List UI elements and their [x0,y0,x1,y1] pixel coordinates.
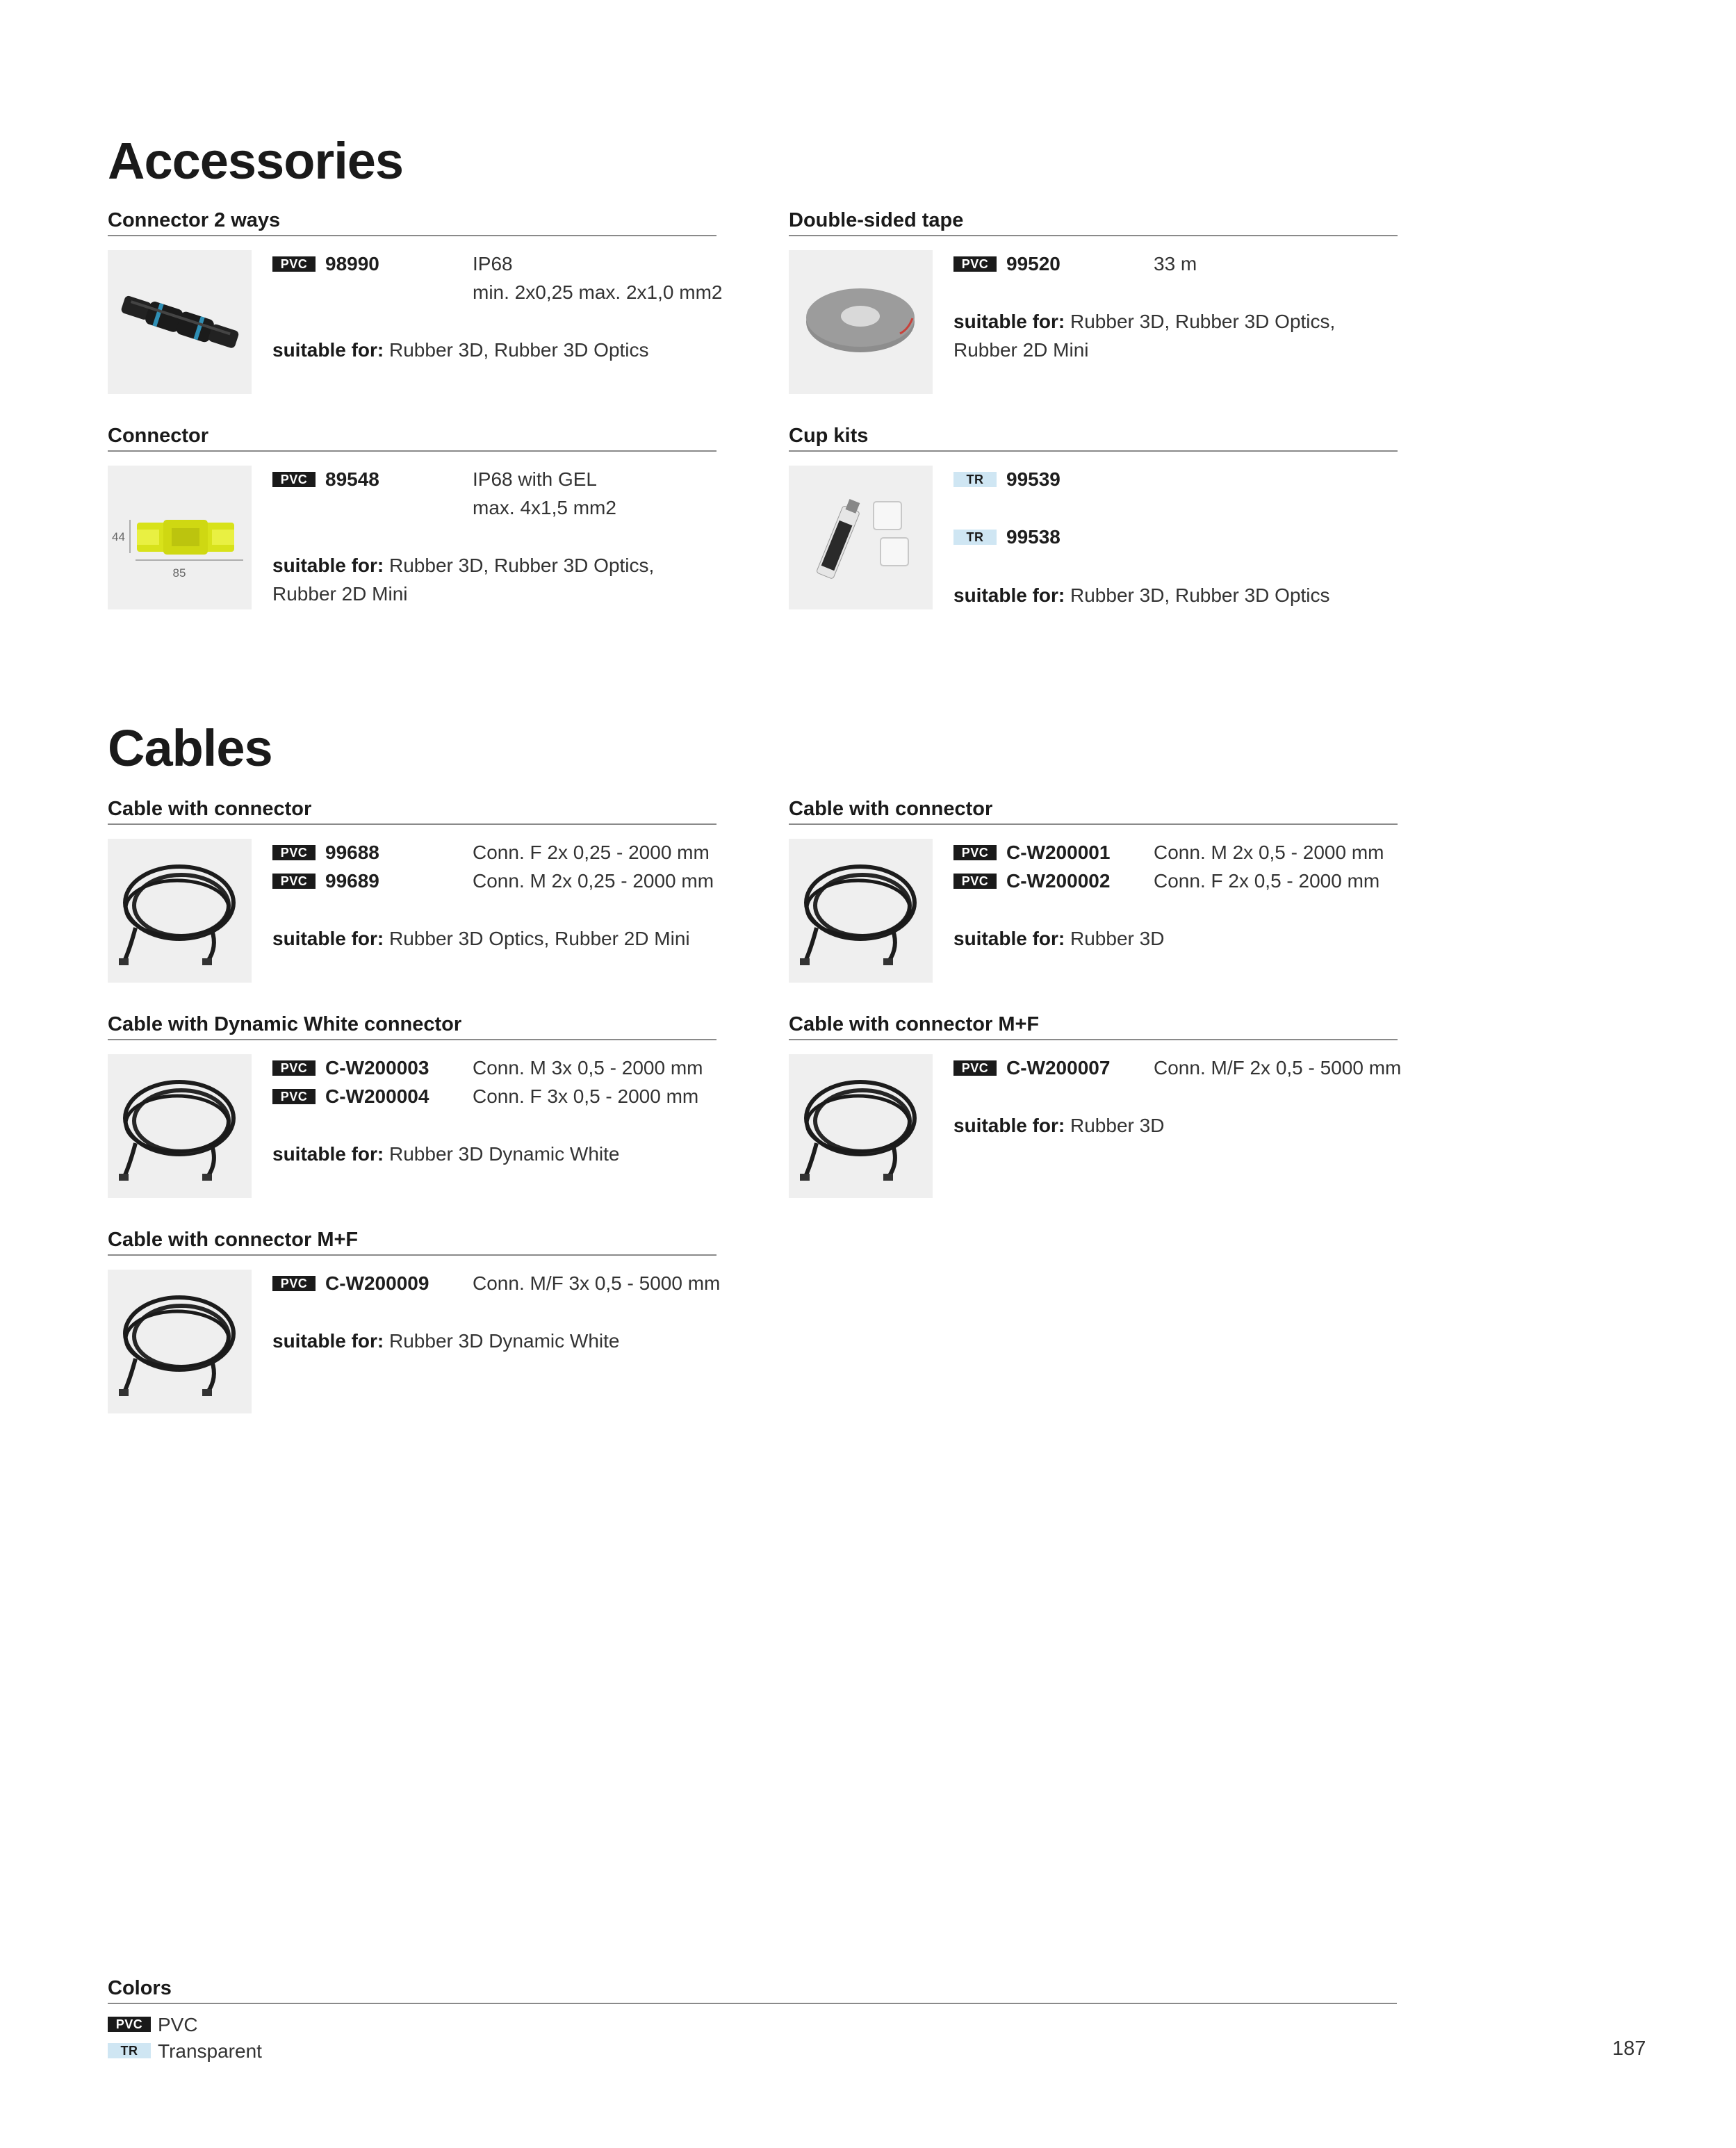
suitable-for [272,551,703,608]
product-spec: Conn. F 2x 0,5 - 2000 mm [1154,870,1380,892]
cable-coil-icon [108,839,252,983]
suitable-for [272,336,703,364]
product-code: C-W200009 [325,1272,429,1294]
product-block-double-sided-tape [789,207,1398,396]
svg-text:85: 85 [172,566,186,580]
product-title: Double-sided tape [789,207,1398,236]
suitable-for [953,924,1384,953]
product-spec: IP68 with GEL [473,468,597,490]
product-code: 99689 [325,870,379,892]
product-row [953,1054,1402,1083]
product-spec: Conn. F 3x 0,5 - 2000 mm [473,1085,699,1107]
color-badge: PVC [272,1089,316,1104]
suitable-label: suitable for: [272,1143,384,1165]
color-badge: PVC [272,1060,316,1076]
product-spec: Conn. M 2x 0,25 - 2000 mm [473,870,714,892]
product-code: 89548 [325,468,379,490]
product-row [272,1054,717,1083]
suitable-text: Rubber 3D [1070,928,1165,949]
suitable-for [272,924,703,953]
product-row [272,466,717,495]
product-title: Cable with connector [789,796,1398,825]
product-row [953,466,1398,495]
suitable-text: Rubber 3D Optics, Rubber 2D Mini [389,928,690,949]
suitable-label: suitable for: [953,311,1065,332]
color-badge: PVC [272,1276,316,1291]
suitable-for [953,1111,1384,1140]
suitable-text: Rubber 2D Mini [953,339,1089,361]
product-spec: 33 m [1154,253,1197,274]
product-row [272,1083,717,1112]
product-title: Cup kits [789,423,1398,452]
black-inline-connector-icon [108,250,252,394]
product-spec-extra: max. 4x1,5 mm2 [473,497,616,518]
product-title: Cable with connector [108,796,716,825]
color-badge: TR [953,530,997,545]
suitable-text: Rubber 3D, Rubber 3D Optics [1070,584,1330,606]
accessories-title: Accessories [108,132,404,190]
product-block-connector [108,423,716,612]
yellow-gel-connector-icon [108,466,252,609]
suitable-label: suitable for: [272,1330,384,1352]
svg-text:44: 44 [112,530,125,543]
suitable-for [953,307,1384,364]
product-row [953,839,1398,868]
cable-coil-icon [789,1054,933,1198]
suitable-for [272,1327,703,1355]
product-block-cable-with-connector-m-f [789,1011,1402,1200]
suitable-text: Rubber 3D, Rubber 3D Optics [389,339,649,361]
product-code: 99538 [1006,526,1061,548]
cable-coil-icon [108,1270,252,1413]
product-spec: Conn. M/F 2x 0,5 - 5000 mm [1154,1057,1402,1079]
product-code: C-W200001 [1006,842,1111,863]
product-block-cup-kits [789,423,1398,612]
color-badge: TR [953,472,997,487]
product-row [272,250,717,279]
cables-title: Cables [108,719,272,777]
suitable-label: suitable for: [272,339,384,361]
product-spec-extra: min. 2x0,25 max. 2x1,0 mm2 [473,281,723,303]
product-block-cable-with-connector [789,796,1398,985]
color-badge: PVC [953,1060,997,1076]
product-row [953,523,1398,552]
suitable-text: Rubber 3D Dynamic White [389,1143,620,1165]
colors-title: Colors [108,1975,1397,2004]
product-code: C-W200004 [325,1085,429,1107]
product-code: 98990 [325,253,379,274]
product-code: C-W200007 [1006,1057,1111,1079]
color-badge: PVC [272,874,316,889]
tape-roll-icon [789,250,933,394]
suitable-text: Rubber 3D, Rubber 3D Optics, [389,555,655,576]
suitable-for [953,581,1384,609]
suitable-text: Rubber 3D [1070,1115,1165,1136]
product-title: Connector 2 ways [108,207,716,236]
product-title: Cable with connector M+F [108,1227,716,1256]
product-spec: IP68 [473,253,513,274]
product-block-connector-2-ways [108,207,723,396]
suitable-text: Rubber 3D Dynamic White [389,1330,620,1352]
cable-coil-icon [789,839,933,983]
product-code: C-W200002 [1006,870,1111,892]
product-title: Cable with connector M+F [789,1011,1398,1040]
suitable-label: suitable for: [953,1115,1065,1136]
product-spec: Conn. F 2x 0,25 - 2000 mm [473,842,710,863]
product-spec: Conn. M 3x 0,5 - 2000 mm [473,1057,703,1079]
color-badge: PVC [272,845,316,860]
legend-label: PVC [158,2014,198,2035]
product-block-cable-with-connector [108,796,716,985]
suitable-label: suitable for: [953,928,1065,949]
suitable-text: Rubber 3D, Rubber 3D Optics, [1070,311,1336,332]
color-badge: PVC [953,845,997,860]
color-badge: PVC [108,2017,151,2032]
color-badge: PVC [953,874,997,889]
suitable-for [272,1140,703,1168]
product-title: Connector [108,423,716,452]
suitable-label: suitable for: [953,584,1065,606]
cable-coil-icon [108,1054,252,1198]
suitable-label: suitable for: [272,555,384,576]
product-code: C-W200003 [325,1057,429,1079]
product-code: 99520 [1006,253,1061,274]
product-code: 99539 [1006,468,1061,490]
product-row [953,867,1398,896]
suitable-label: suitable for: [272,928,384,949]
cup-kit-icon [789,466,933,609]
product-row [272,867,717,896]
product-row [953,250,1398,279]
product-code: 99688 [325,842,379,863]
color-badge: PVC [953,256,997,272]
color-badge: PVC [272,256,316,272]
product-block-cable-with-connector-m-f [108,1227,721,1416]
product-block-cable-with-dynamic-white-connector [108,1011,716,1200]
product-row [272,1270,721,1299]
product-spec: Conn. M 2x 0,5 - 2000 mm [1154,842,1384,863]
legend-label: Transparent [158,2040,262,2062]
product-spec: Conn. M/F 3x 0,5 - 5000 mm [473,1272,721,1294]
page-number: 187 [1612,2038,1646,2060]
color-badge: TR [108,2043,151,2058]
suitable-text: Rubber 2D Mini [272,583,408,605]
product-row [272,839,717,868]
product-title: Cable with Dynamic White connector [108,1011,716,1040]
color-badge: PVC [272,472,316,487]
